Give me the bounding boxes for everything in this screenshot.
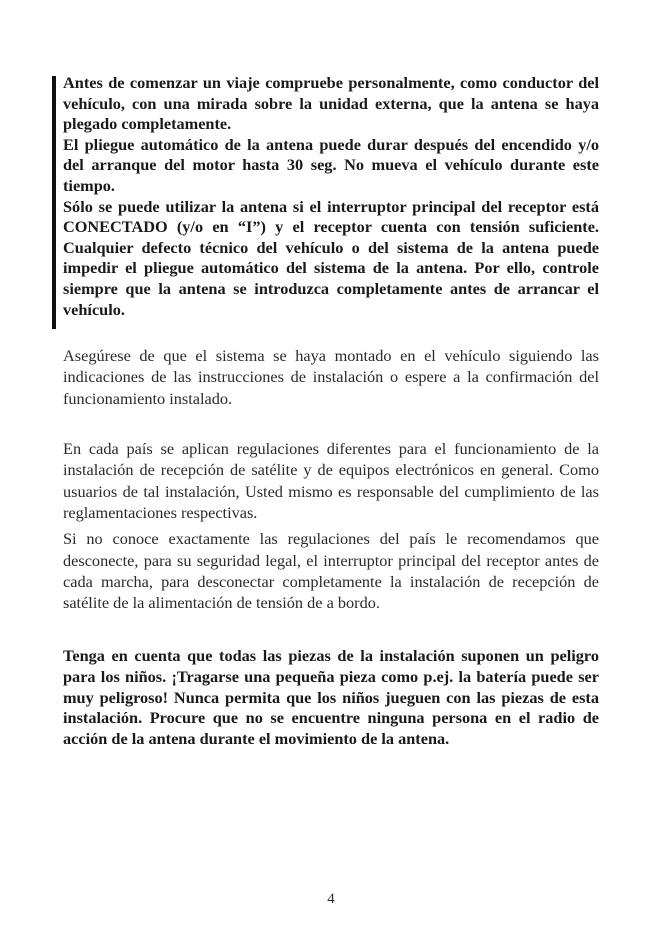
warning-block bbox=[63, 73, 599, 320]
regulations-paragraph: En cada país se aplican regulaciones diferentes para el funcionamiento de la instalación de recepción de satélite y de equipos electrónicos en general. Como usuarios de tal instalación, Usted mismo es responsable del cumplimiento de las reglamentaciones respectivas. bbox=[63, 439, 599, 522]
warning-fold-duration: El pliegue automático de la antena puede durar después del encendido y/o del arranque del motor hasta 30 seg. No mueva el vehículo durante este tiempo. bbox=[63, 134, 599, 195]
page-number: 4 bbox=[327, 891, 335, 907]
installation-paragraph: Asegúrese de que el sistema se haya montado en el vehículo siguiendo las indicaciones de las instrucciones de instalación o espere a la confirmación del funcionamiento instalado. bbox=[63, 346, 599, 408]
page-content bbox=[63, 73, 599, 749]
warning-fold-check: Antes de comenzar un viaje compruebe personalmente, como conductor del vehículo, con una mirada sobre la unidad externa, que la antena se haya plegado completamente. bbox=[63, 73, 599, 134]
recommendation-paragraph: Si no conoce exactamente las regulaciones del país le recomendamos que desconecte, para su seguridad legal, el interruptor principal del receptor antes de cada marcha, para desconectar completamente la instalación de recepción de satélite de la alimentación de tensión de a bordo. bbox=[63, 529, 599, 613]
children-warning-paragraph: Tenga en cuenta que todas las piezas de la instalación suponen un peligro para los niños. ¡Tragarse una pequeña pieza como p.ej. la batería puede ser muy peligroso! Nunca permita que los niños jueguen con las piezas de esta instalación. Procure que no se encuentre ninguna persona en el radio de acción de la antena durante el movimiento de la antena. bbox=[63, 646, 599, 748]
warning-marker-bar bbox=[52, 76, 56, 329]
warning-main-switch: Sólo se puede utilizar la antena si el interruptor principal del receptor está CONECTADO (y/o en “I”) y el receptor cuenta con tensión suficiente. Cualquier defecto técnico del vehículo o del sistema de la antena puede impedir el pliegue automático del sistema de la antena. Por ello, controle siempre que la antena se introduzca completamente antes de arrancar el vehículo. bbox=[63, 196, 599, 319]
